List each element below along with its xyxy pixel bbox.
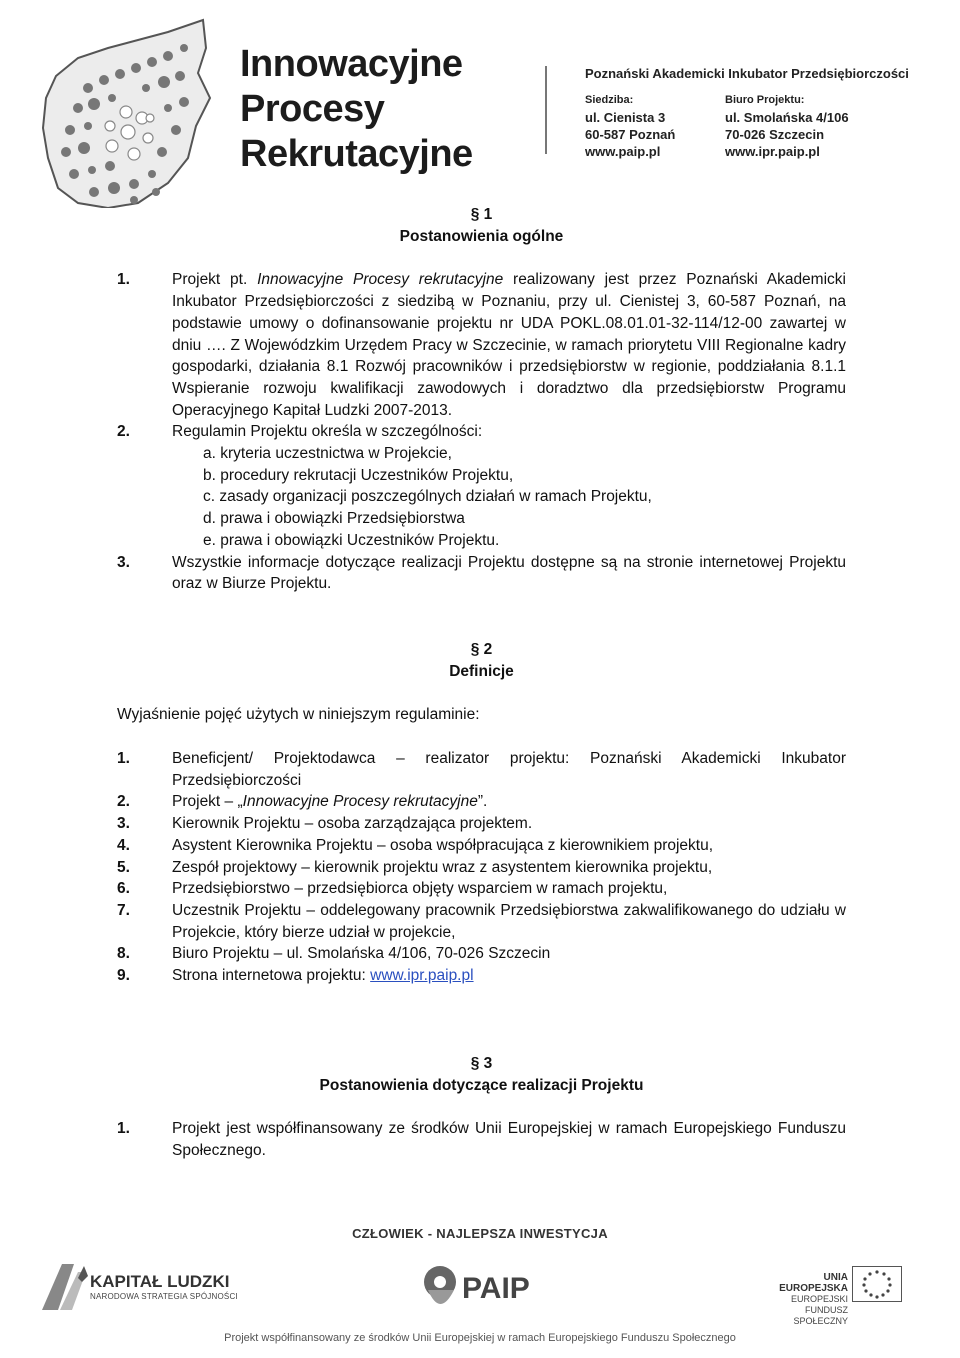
list-item [117,791,846,813]
brand-line-3: Rekrutacyjne [240,133,473,175]
project-website-link[interactable]: www.ipr.paip.pl [370,967,474,985]
section-3-heading [117,1053,846,1096]
item-number: 2. [117,793,130,811]
item-number: 9. [117,967,130,985]
list-item [117,857,846,879]
list-item [117,1118,846,1161]
paip-wordmark: PAIP [462,1272,530,1305]
seat-web: www.paip.pl [585,144,661,159]
brand-line-2: Procesy [240,88,385,130]
list-item [117,878,846,900]
item-number: 1. [117,750,130,768]
section-2-heading [117,639,846,682]
item-text: Asystent Kierownika Projektu – osoba współpracująca z kierownikiem projektu, [172,836,714,854]
item-number: 7. [117,901,130,919]
list-item [117,269,846,421]
definitions-intro: Wyjaśnienie pojęć użytych w niniejszym regulaminie: [117,706,480,724]
office-label: Biuro Projektu: [725,94,805,106]
list-item [117,813,846,835]
kapital-ludzki-title: KAPITAŁ LUDZKI [90,1272,230,1291]
kapital-ludzki-subtitle: NARODOWA STRATEGIA SPÓJNOŚCI [90,1292,238,1301]
sub-item: e. prawa i obowiązki Uczestników Projektu. [203,531,500,549]
seat-street: ul. Cienista 3 [585,110,666,125]
sub-item: a. kryteria uczestnictwa w Projekcie, [203,445,452,463]
document-body [117,200,846,1162]
item-number: 6. [117,880,130,898]
sub-item: c. zasady organizacji poszczególnych działań w ramach Projektu, [203,488,652,506]
header-divider [545,66,547,154]
region-map-logo-icon [38,18,228,208]
page-footer [0,1210,960,1358]
eu-title: UNIA EUROPEJSKA [779,1272,848,1294]
sub-item: b. procedury rekrutacji Uczestników Projektu, [203,466,514,484]
item-text: Wszystkie informacje dotyczące realizacji Projektu dostępne są na stronie internetowej Projektu oraz w Biurze Projektu. [172,553,846,593]
sub-list [117,443,846,552]
item-italic-text: Innowacyjne Procesy rekrutacyjne [242,793,478,811]
eu-fund-text [762,1272,848,1327]
kapital-ludzki-text [90,1272,238,1301]
item-text: Uczestnik Projektu – oddelegowany pracownik Przedsiębiorstwa zakwalifikowanego do udziału w Projekcie, który bierze udział w projekcie, [172,901,846,941]
item-text: ”. [477,793,488,811]
seat-city: 60-587 Poznań [585,127,676,142]
section-mark: § 3 [470,1054,493,1072]
list-item [117,965,846,987]
item-text: Projekt pt. [172,271,258,289]
item-text: Projekt – „ [172,793,243,811]
item-text: Biuro Projektu – ul. Smolańska 4/106, 70-026 Szczecin [172,945,551,963]
seat-label: Siedziba: [585,94,634,106]
section-1-list-cont [117,552,846,595]
item-number: 5. [117,858,130,876]
list-item [117,900,846,943]
eu-flag-icon [852,1266,902,1302]
eu-subtitle-2: FUNDUSZ SPOŁECZNY [793,1305,848,1326]
item-number: 8. [117,945,130,963]
item-number: 3. [117,553,130,571]
section-2-list [117,748,846,987]
list-item [117,552,846,595]
list-item [117,835,846,857]
item-italic-text: Innowacyjne Procesy rekrutacyjne [257,271,504,289]
seat-address [585,92,675,160]
section-title: Postanowienia ogólne [399,227,564,245]
eu-subtitle-1: EUROPEJSKI [790,1294,848,1304]
list-item [117,943,846,965]
item-number: 3. [117,815,130,833]
footer-slogan: CZŁOWIEK - NAJLEPSZA INWESTYCJA [352,1226,608,1241]
section-title: Definicje [449,662,514,680]
section-1-heading [117,204,846,247]
list-item [117,421,846,443]
item-text: Kierownik Projektu – osoba zarządzająca projektem. [172,815,533,833]
office-address [725,92,849,160]
brand-line-1: Innowacyjne [240,43,463,85]
brand-title [240,42,473,177]
item-text: Przedsiębiorstwo – przedsiębiorca objęty wsparciem w ramach projektu, [172,880,668,898]
item-number: 2. [117,423,130,441]
office-street: ul. Smolańska 4/106 [725,110,849,125]
section-mark: § 1 [470,206,493,223]
letterhead [0,0,960,200]
office-web: www.ipr.paip.pl [725,144,820,159]
sub-item: d. prawa i obowiązki Przedsiębiorstwa [203,510,465,528]
item-text: Strona internetowa projektu: [172,967,371,985]
list-item [117,748,846,791]
section-mark: § 2 [470,640,493,658]
cofinancing-note: Projekt współfinansowany ze środków Unii Europejskiej w ramach Europejskiego Funduszu Społecznego [224,1332,736,1344]
section-3-list [117,1118,846,1161]
item-number: 4. [117,836,130,854]
section-1-list [117,269,846,443]
office-city: 70-026 Szczecin [725,127,825,142]
item-text: Projekt jest współfinansowany ze środków Unii Europejskiej w ramach Europejskiego Funduszu Społecznego. [172,1120,846,1159]
item-number: 1. [117,1120,130,1138]
section-title: Postanowienia dotyczące realizacji Projektu [319,1076,644,1094]
item-text: Regulamin Projektu określa w szczególności: [172,423,483,441]
item-text: Zespół projektowy – kierownik projektu wraz z asystentem kierownika projektu, [172,858,713,876]
item-text: realizowany jest przez Poznański Akademicki Inkubator Przedsiębiorczości z siedzibą w Poznaniu, przy ul. Cienistej 3, 60-587 Poznań, na podstawie umowy o dofinansowanie projektu nr UDA POKL.08.01.01-32-114/12-00 zawartej w dniu …. Z Wojewódzkim Urzędem Pracy w Szczecinie, w ramach priorytetu VIII Regionalne kadry gospodarki, działania 8.1 Rozwój pracowników i przedsiębiorstw w regionie, poddziałania 8.1.1 Wspieranie rozwoju kwalifikacji zawodowych i doradztwo dla przedsiębiorstw Programu Operacyjnego Kapitał Ludzki 2007-2013. [172,271,846,419]
item-number: 1. [117,271,130,289]
organization-name: Poznański Akademicki Inkubator Przedsiębiorczości [585,66,909,81]
item-text: Beneficjent/ Projektodawca – realizator projektu: Poznański Akademicki Inkubator Przedsiębiorczości [172,750,846,789]
